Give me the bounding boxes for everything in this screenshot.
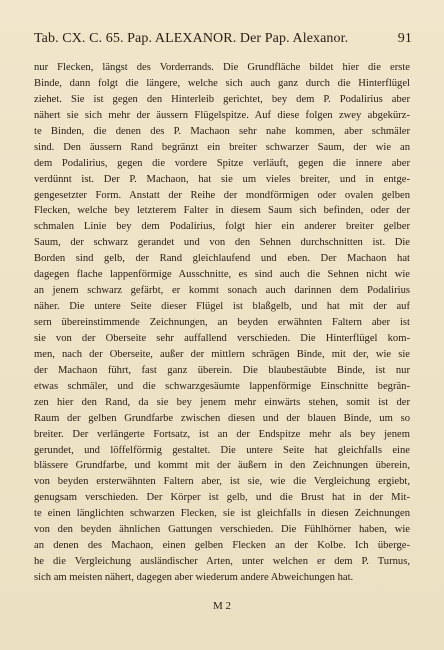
text-line: nähert sie sich mehr der äussern Flügelspitze. Auf diese folgen zwey abgekürz- [34,109,410,121]
text-line: Raum der gelben Grundfarbe zwischen diesen und der blauen Binde, um so [34,412,410,424]
text-line: dagegen flache lappenförmige Ausschnitte, es sind auch die Sehnen nicht wie [34,269,410,281]
text-line: Borden sind gelb, der Rand gleichlaufend und eben. Der Machaon hat [34,253,410,265]
text-line: etwas schmäler, und die schwarzgesäumte lappenförmige Einschnitte begrän- [34,380,410,392]
text-line: der Machaon führt, fast ganz überein. Die blaubestäubte Binde, ist nur [34,364,410,376]
text-line: ziehet. Sie ist gegen den Hinterleib gerichtet, bey dem P. Podalirius aber [34,93,410,105]
text-line: an denen des Machaon, einen gelben Flecken an der Kolbe. Ich überge- [34,540,410,552]
text-line: dem Podalirius, gegen die vordere Spitze verläuft, gegen die innere aber [34,157,410,169]
text-line: schmalen Linie bey dem Podalirius, folgt hier ein anderer breiter gelber [34,221,410,233]
text-line: gerundet, und löffelförmig gestaltet. Die untere Seite hat gleichfalls eine [34,444,410,456]
text-line: sind. Den äussern Rand begränzt ein breiter schwarzer Saum, der wie an [34,141,410,153]
body-text [34,60,410,586]
text-line: sie von der Oberseite sehr auffallend verschieden. Die Hinterflügel kom- [34,332,410,344]
text-line: blässere Grundfarbe, und kommt mit der äußern in den Zeichnungen überein, [34,460,410,472]
signature-mark: M 2 [212,600,232,612]
running-title: Tab. CX. C. 65. Pap. ALEXANOR. Der Pap. Alexanor. [34,31,349,46]
text-line: sich am meisten nähert, dagegen aber wiederum andere Abweichungen hat. [34,572,354,583]
text-line: men, nach der Oberseite, außer der mittlern schrägen Binde, mit der, wie sie [34,348,410,360]
text-line: he die Vergleichung ausländischer Arten, unter welchen er dem P. Turnus, [34,556,410,568]
text-line: nur Flecken, längst des Vorderrands. Die Grundfläche bildet hier die erste [34,62,410,73]
text-line: breiter. Der verlängerte Fortsatz, ist an der Endspitze mehr als bey jenem [34,428,410,440]
text-line: von beyden ersterwähnten Faltern aber, ist sie, wie die Vergleichung ergiebt, [34,476,410,488]
page-number: 91 [397,31,412,46]
text-line: Flecken, welche bey letzterem Falter in diesem Saum sich befinden, oder der [34,205,410,217]
text-line: von den beyden ähnlichen Gattungen verschieden. Die Fühlhörner haben, wie [34,524,410,536]
text-line: an jenem schwarz gefärbt, er kommt sonach auch darinnen dem Podalirius [34,285,410,297]
text-line: genugsam verschieden. Der Körper ist gelb, und die Brust hat in der Mit- [34,492,410,504]
running-header [34,31,412,51]
text-line: gengesetzter Form. Anstatt der Reihe der mondförmigen oder ovalen gelben [34,189,410,201]
text-line: verdünnt ist. Der P. Machaon, hat sie um vieles breiter, und in entge- [34,173,410,185]
text-line: sern übereinstimmende Zeichnungen, an beyden erwähnten Faltern aber ist [34,317,410,328]
text-line: näher. Die untere Seite dieser Flügel ist blaßgelb, und hat mit der auf [34,301,410,313]
text-line: Binde, dann folgt die längere, welche sich auch ganz durch die Hinterflügel [34,77,410,89]
text-line: te Binden, die denen des P. Machaon sehr nahe kommen, aber schmäler [34,125,410,137]
text-line: te einen länglichten schwarzen Flecken, sie ist gleichfalls in diesen Zeichnungen [34,508,410,520]
text-line: zen hier den Rand, da sie bey jenem mehr einwärts stehen, somit ist der [34,396,410,408]
text-line: Saum, der schwarz gerandet und von den Sehnen durchschnitten ist. Die [34,237,410,249]
